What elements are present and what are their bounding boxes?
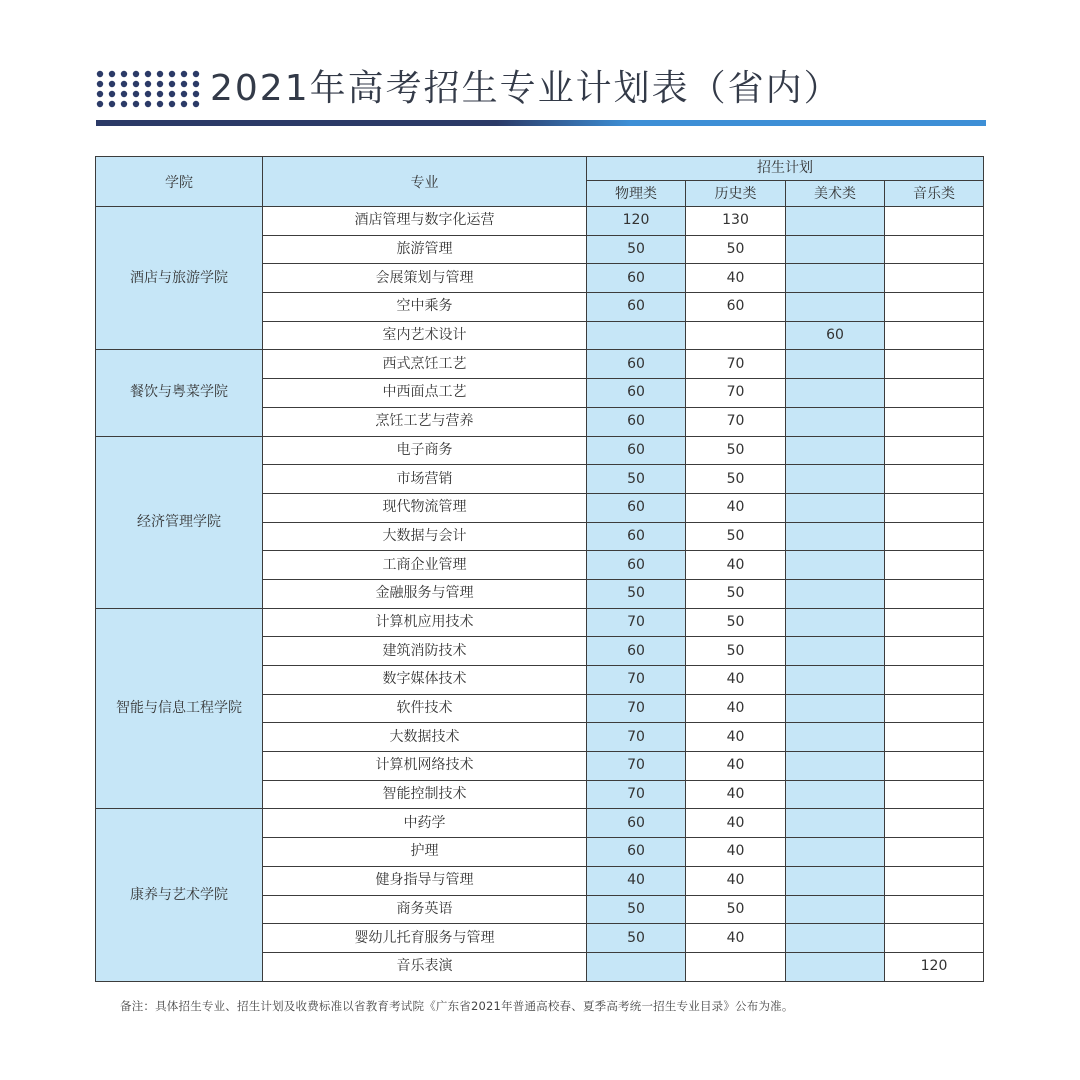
music-value [885,579,984,608]
history-value: 40 [686,694,786,723]
major-name: 智能控制技术 [263,780,587,809]
history-value: 40 [686,551,786,580]
physics-value [587,952,686,981]
art-value [786,350,885,379]
music-value [885,207,984,236]
header-major: 专业 [263,157,587,207]
art-value [786,952,885,981]
major-name: 电子商务 [263,436,587,465]
history-value [686,952,786,981]
physics-value: 40 [587,866,686,895]
art-value [786,493,885,522]
header-music: 音乐类 [885,181,984,207]
history-value: 50 [686,465,786,494]
physics-value: 60 [587,379,686,408]
music-value [885,407,984,436]
music-value [885,666,984,695]
major-name: 现代物流管理 [263,493,587,522]
major-name: 计算机网络技术 [263,752,587,781]
physics-value: 60 [587,637,686,666]
physics-value: 60 [587,293,686,322]
art-value [786,235,885,264]
physics-value: 60 [587,350,686,379]
physics-value: 120 [587,207,686,236]
physics-value: 70 [587,752,686,781]
dot-grid-decoration-icon [96,70,200,108]
major-name: 数字媒体技术 [263,666,587,695]
music-value [885,379,984,408]
history-value: 40 [686,493,786,522]
major-name: 酒店管理与数字化运营 [263,207,587,236]
major-name: 中药学 [263,809,587,838]
physics-value: 70 [587,666,686,695]
music-value [885,608,984,637]
music-value [885,838,984,867]
music-value [885,465,984,494]
physics-value: 50 [587,465,686,494]
page-title: 2021年高考招生专业计划表（省内） [210,68,842,109]
art-value [786,522,885,551]
physics-value: 60 [587,407,686,436]
history-value: 40 [686,838,786,867]
header-physics: 物理类 [587,181,686,207]
art-value [786,752,885,781]
history-value [686,321,786,350]
header-history: 历史类 [686,181,786,207]
music-value [885,637,984,666]
major-name: 空中乘务 [263,293,587,322]
major-name: 计算机应用技术 [263,608,587,637]
physics-value: 50 [587,579,686,608]
music-value [885,235,984,264]
history-value: 50 [686,522,786,551]
art-value [786,637,885,666]
art-value [786,866,885,895]
music-value [885,694,984,723]
college-name: 餐饮与粤菜学院 [96,350,263,436]
music-value [885,493,984,522]
major-name: 建筑消防技术 [263,637,587,666]
history-value: 40 [686,723,786,752]
art-value [786,264,885,293]
history-value: 40 [686,809,786,838]
major-name: 婴幼儿托育服务与管理 [263,924,587,953]
major-name: 大数据与会计 [263,522,587,551]
history-value: 70 [686,350,786,379]
major-name: 护理 [263,838,587,867]
physics-value: 60 [587,551,686,580]
footnote: 备注：具体招生专业、招生计划及收费标准以省教育考试院《广东省2021年普通高校春、夏季高考统一招生专业目录》公布为准。 [120,999,794,1013]
college-name: 康养与艺术学院 [96,809,263,981]
history-value: 40 [686,780,786,809]
history-value: 50 [686,637,786,666]
history-value: 60 [686,293,786,322]
page-header [96,64,986,126]
enrollment-plan-table [95,156,984,982]
art-value [786,838,885,867]
header-college: 学院 [96,157,263,207]
physics-value: 60 [587,809,686,838]
major-name: 工商企业管理 [263,551,587,580]
table-row [96,436,984,465]
physics-value: 50 [587,924,686,953]
physics-value: 60 [587,838,686,867]
art-value [786,207,885,236]
major-name: 室内艺术设计 [263,321,587,350]
art-value [786,608,885,637]
major-name: 大数据技术 [263,723,587,752]
art-value [786,809,885,838]
history-value: 50 [686,895,786,924]
college-name: 酒店与旅游学院 [96,207,263,350]
art-value [786,924,885,953]
history-value: 40 [686,264,786,293]
major-name: 音乐表演 [263,952,587,981]
history-value: 70 [686,379,786,408]
art-value [786,551,885,580]
major-name: 西式烹饪工艺 [263,350,587,379]
art-value [786,436,885,465]
major-name: 软件技术 [263,694,587,723]
art-value [786,895,885,924]
music-value [885,866,984,895]
music-value [885,350,984,379]
table-row [96,608,984,637]
music-value [885,321,984,350]
art-value [786,293,885,322]
major-name: 健身指导与管理 [263,866,587,895]
music-value [885,723,984,752]
art-value: 60 [786,321,885,350]
music-value [885,752,984,781]
music-value [885,780,984,809]
art-value [786,723,885,752]
art-value [786,379,885,408]
art-value [786,579,885,608]
art-value [786,666,885,695]
history-value: 70 [686,407,786,436]
major-name: 金融服务与管理 [263,579,587,608]
major-name: 旅游管理 [263,235,587,264]
history-value: 50 [686,235,786,264]
art-value [786,407,885,436]
music-value [885,522,984,551]
music-value [885,809,984,838]
music-value [885,293,984,322]
table-row [96,350,984,379]
history-value: 50 [686,436,786,465]
physics-value: 50 [587,895,686,924]
physics-value: 60 [587,264,686,293]
physics-value: 70 [587,694,686,723]
physics-value: 60 [587,522,686,551]
college-name: 经济管理学院 [96,436,263,608]
physics-value: 60 [587,436,686,465]
music-value [885,436,984,465]
table-row [96,207,984,236]
history-value: 40 [686,924,786,953]
physics-value [587,321,686,350]
music-value [885,895,984,924]
title-underline [96,120,986,126]
music-value [885,551,984,580]
physics-value: 60 [587,493,686,522]
header-art: 美术类 [786,181,885,207]
major-name: 会展策划与管理 [263,264,587,293]
major-name: 商务英语 [263,895,587,924]
major-name: 中西面点工艺 [263,379,587,408]
music-value [885,924,984,953]
history-value: 40 [686,666,786,695]
physics-value: 70 [587,723,686,752]
major-name: 市场营销 [263,465,587,494]
history-value: 50 [686,608,786,637]
header-plan-group: 招生计划 [587,157,984,181]
history-value: 130 [686,207,786,236]
history-value: 40 [686,752,786,781]
physics-value: 70 [587,780,686,809]
art-value [786,465,885,494]
college-name: 智能与信息工程学院 [96,608,263,809]
art-value [786,694,885,723]
history-value: 50 [686,579,786,608]
music-value [885,264,984,293]
history-value: 40 [686,866,786,895]
art-value [786,780,885,809]
major-name: 烹饪工艺与营养 [263,407,587,436]
physics-value: 70 [587,608,686,637]
physics-value: 50 [587,235,686,264]
music-value: 120 [885,952,984,981]
table-row [96,809,984,838]
